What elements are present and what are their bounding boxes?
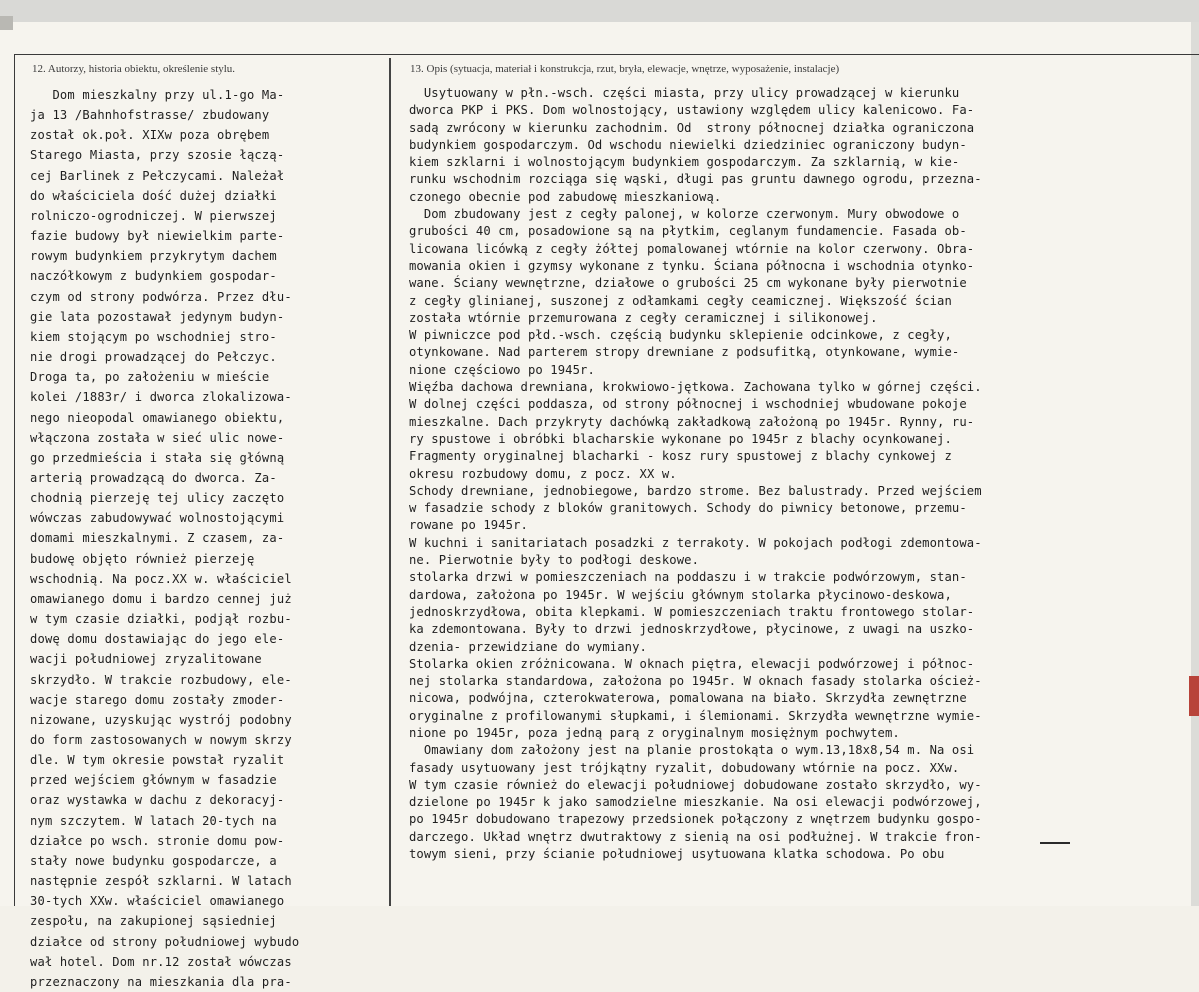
text-line: dzenia- przewidziane do wymiany. <box>409 639 647 654</box>
section-12-heading: 12. Autorzy, historia obiektu, określenie stylu. <box>32 63 236 75</box>
text-line: kiem stojącym po wschodniej stro- <box>30 329 277 344</box>
text-line: Droga ta, po założeniu w mieście <box>30 370 270 385</box>
text-line: domami mieszkalnymi. Z czasem, za- <box>30 531 285 546</box>
text-line: czym od strony podwórza. Przez dłu- <box>30 289 292 304</box>
text-line: kiem szklarni i wolnostojącym budynkiem gospodarczym. Za szklarnią, w kie- <box>409 155 960 170</box>
text-line: grubości 40 cm, posadowione są na płytkim, ceglanym fundamencie. Fasada ob- <box>409 224 967 239</box>
section-13-heading: 13. Opis (sytuacja, materiał i konstrukcja, rzut, bryła, elewacje, wnętrze, wyposażenie, instalacje) <box>410 63 840 75</box>
text-line: gie lata pozostawał jedynym budyn- <box>30 309 285 324</box>
text-line: towym sieni, przy ścianie południowej usytuowana klatka schodowa. Po obu <box>409 847 945 862</box>
text-line: dworca PKP i PKS. Dom wolnostojący, ustawiony względem ulicy kalenicowo. Fa- <box>409 103 975 118</box>
text-line: został ok.poł. XIXw poza obrębem <box>30 128 270 143</box>
text-line: wschodnią. Na pocz.XX w. właściciel <box>30 571 292 586</box>
text-line: nego nieopodal omawianego obiektu, <box>30 410 285 425</box>
text-line: rolniczo-ogrodniczej. W pierwszej <box>30 208 277 223</box>
scan-right-edge <box>1191 22 1199 906</box>
text-line: W piwniczce pod płd.-wsch. częścią budynku sklepienie odcinkowe, z cegły, <box>409 328 952 343</box>
text-line: nie drogi prowadzącej do Pełczyc. <box>30 350 277 365</box>
text-line: wane. Ściany wewnętrzne, działowe o grubości 25 cm wykonane były pierwotnie <box>409 276 967 291</box>
text-line: Dom mieszkalny przy ul.1-go Ma- <box>30 88 285 102</box>
text-line: przed wejściem głównym w fasadzie <box>30 773 277 788</box>
text-line: Usytuowany w płn.-wsch. części miasta, przy ulicy prowadzącej w kierunku <box>409 86 960 100</box>
text-line: budowę objęto również pierzeję <box>30 551 255 566</box>
text-line: chodnią pierzeję tej ulicy zaczęto <box>30 491 285 506</box>
text-line: budynkiem gospodarczym. Od wschodu niewielki dziedziniec ograniczony budyn- <box>409 137 967 152</box>
text-line: naczółkowym z budynkiem gospodar- <box>30 269 277 284</box>
text-line: nione po 1945r, poza jedną parą z oryginalnym mosiężnym pochwytem. <box>409 725 900 740</box>
text-line: mowania okien i gzymsy wykonane z tynku. Ściana północna i wschodnia otynko- <box>409 258 975 273</box>
text-line: darczego. Układ wnętrz dwutraktowy z sienią na osi podłużnej. W trakcie fron- <box>409 829 982 844</box>
text-line: dzielone po 1945r k jako samodzielne mieszkanie. Na osi elewacji podwórzowej, <box>409 795 982 810</box>
text-line: Schody drewniane, jednobiegowe, bardzo strome. Bez balustrady. Przed wejściem <box>409 483 982 498</box>
scan-left-tab <box>0 16 13 30</box>
text-line: jednoskrzydłowa, obita klepkami. W pomieszczeniach traktu frontowego stolar- <box>409 604 975 619</box>
text-line: arterią prowadzącą do dworca. Za- <box>30 470 277 485</box>
text-line: w tym czasie działki, podjął rozbu- <box>30 612 292 627</box>
text-line: nej stolarka standardowa, założona po 1945r. W oknach fasady stolarka oścież- <box>409 674 982 689</box>
text-line: nione częściowo po 1945r. <box>409 362 595 377</box>
continuation-dash <box>1040 842 1070 844</box>
text-line: została wtórnie przemurowana z cegły ceramicznej i silikonowej. <box>409 310 878 325</box>
text-line: mieszkalne. Dach przykryty dachówką zakładkową założoną po 1945r. Rynny, ru- <box>409 414 975 429</box>
text-line: skrzydło. W trakcie rozbudowy, ele- <box>30 672 292 687</box>
text-line: stały nowe budynku gospodarcze, a <box>30 853 277 868</box>
text-line: do właściciela dość dużej działki <box>30 188 277 203</box>
scan-top-strip <box>0 0 1199 22</box>
text-line: następnie zespół szklarni. W latach <box>30 874 292 889</box>
text-line: W dolnej części poddasza, od strony północnej i wschodniej wbudowane pokoje <box>409 397 967 412</box>
column-divider <box>389 58 391 906</box>
section-12-text <box>30 85 299 992</box>
text-line: dle. W tym okresie powstał ryzalit <box>30 753 285 768</box>
text-line: po 1945r dobudowano trapezowy przedsionek połączony z wnętrzem budynku gospo- <box>409 812 982 827</box>
text-line: nicowa, podwójna, czterokwaterowa, pomalowana na biało. Skrzydła zewnętrzne <box>409 691 967 706</box>
text-line: Omawiany dom założony jest na planie prostokąta o wym.13,18x8,54 m. Na osi <box>409 743 975 758</box>
text-line: dardowa, założona po 1945r. W wejściu głównym stolarka płycinowo-deskowa, <box>409 587 952 602</box>
text-line: otynkowane. Nad parterem stropy drewniane z podsufitką, otynkowane, wymie- <box>409 345 960 360</box>
text-line: fasady usytuowany jest trójkątny ryzalit, dobudowany wtórnie na pocz. XXw. <box>409 760 960 775</box>
text-line: licowana licówką z cegły żółtej pomalowanej wtórnie na kolor czerwony. Obra- <box>409 241 975 256</box>
text-line: sadą zwrócony w kierunku zachodnim. Od strony północnej działka ograniczona <box>409 120 975 135</box>
text-line: nym szczytem. W latach 20-tych na <box>30 813 277 828</box>
text-line: runku wschodnim rozciąga się wąski, długi pas gruntu dawnego ogrodu, przezna- <box>409 172 982 187</box>
text-line: rowane po 1945r. <box>409 518 528 533</box>
text-line: cej Barlinek z Pełczycami. Należał <box>30 168 285 183</box>
text-line: przeznaczony na mieszkania dla pra- <box>30 974 292 989</box>
text-line: Stolarka okien zróżnicowana. W oknach piętra, elewacji podwórzowej i północ- <box>409 656 975 671</box>
text-line: zespołu, na zakupionej sąsiedniej <box>30 914 277 929</box>
text-line: dowę domu dostawiając do jego ele- <box>30 632 285 647</box>
text-line: Dom zbudowany jest z cegły palonej, w kolorze czerwonym. Mury obwodowe o <box>409 207 960 222</box>
form-left-border <box>14 54 15 906</box>
text-line: działce po wsch. stronie domu pow- <box>30 833 285 848</box>
text-line: działce od strony południowej wybudo <box>30 934 300 949</box>
text-line: włączona została w sieć ulic nowe- <box>30 430 285 445</box>
text-line: fazie budowy był niewielkim parte- <box>30 229 285 244</box>
text-line: Starego Miasta, przy szosie łączą- <box>30 148 285 163</box>
section-13-text <box>409 85 982 863</box>
text-line: wacje starego domu zostały zmoder- <box>30 692 285 707</box>
text-line: ne. Pierwotnie były to podłogi deskowe. <box>409 553 700 568</box>
text-line: omawianego domu i bardzo cennej już <box>30 591 292 606</box>
text-line: ry spustowe i obróbki blacharskie wykonane po 1945r z blachy ocynkowanej. <box>409 431 952 446</box>
text-line: okresu rozbudowy domu, z pocz. XX w. <box>409 466 677 481</box>
text-line: rowym budynkiem przykrytym dachem <box>30 249 277 264</box>
text-line: W kuchni i sanitariatach posadzki z terrakoty. W pokojach podłogi zdemontowa- <box>409 535 982 550</box>
text-line: do form zastosowanych w nowym skrzy <box>30 733 292 747</box>
text-line: kolei /1883r/ i dworca zlokalizowa- <box>30 390 292 405</box>
text-line: wówczas zabudowywać wolnostojącymi <box>30 511 285 526</box>
text-line: 30-tych XXw. właściciel omawianego <box>30 894 285 909</box>
red-mark <box>1189 676 1199 716</box>
text-line: ka zdemontowana. Były to drzwi jednoskrzydłowe, płycinowe, z uwagi na uszko- <box>409 622 975 637</box>
text-line: go przedmieścia i stała się główną <box>30 450 285 465</box>
text-line: stolarka drzwi w pomieszczeniach na poddaszu i w trakcie podwórzowym, stan- <box>409 570 967 585</box>
text-line: nizowane, uzyskując wystrój podobny <box>30 712 292 727</box>
text-line: z cegły glinianej, suszonej z odłamkami cegły ceamicznej. Większość ścian <box>409 293 952 308</box>
text-line: Więźba dachowa drewniana, krokwiowo-jętkowa. Zachowana tylko w górnej części. <box>409 380 982 395</box>
text-line: oraz wystawka w dachu z dekoracyj- <box>30 793 285 808</box>
text-line: W tym czasie również do elewacji południowej dobudowane zostało skrzydło, wy- <box>409 777 982 792</box>
text-line: w fasadzie schody z bloków granitowych. Schody do piwnicy betonowe, przemu- <box>409 501 967 516</box>
text-line: oryginalne z profilowanymi słupkami, i ślemionami. Skrzydła wewnętrzne wymie- <box>409 708 982 723</box>
text-line: wał hotel. Dom nr.12 został wówczas <box>30 954 292 969</box>
form-top-border <box>14 54 1199 55</box>
text-line: wacji południowej zryzalitowane <box>30 652 262 667</box>
text-line: ja 13 /Bahnhofstrasse/ zbudowany <box>30 108 270 123</box>
text-line: czonego obecnie pod zabudowę mieszkaniową. <box>409 189 722 204</box>
text-line: Fragmenty oryginalnej blacharki - kosz rury spustowej z blachy cynkowej z <box>409 449 952 464</box>
